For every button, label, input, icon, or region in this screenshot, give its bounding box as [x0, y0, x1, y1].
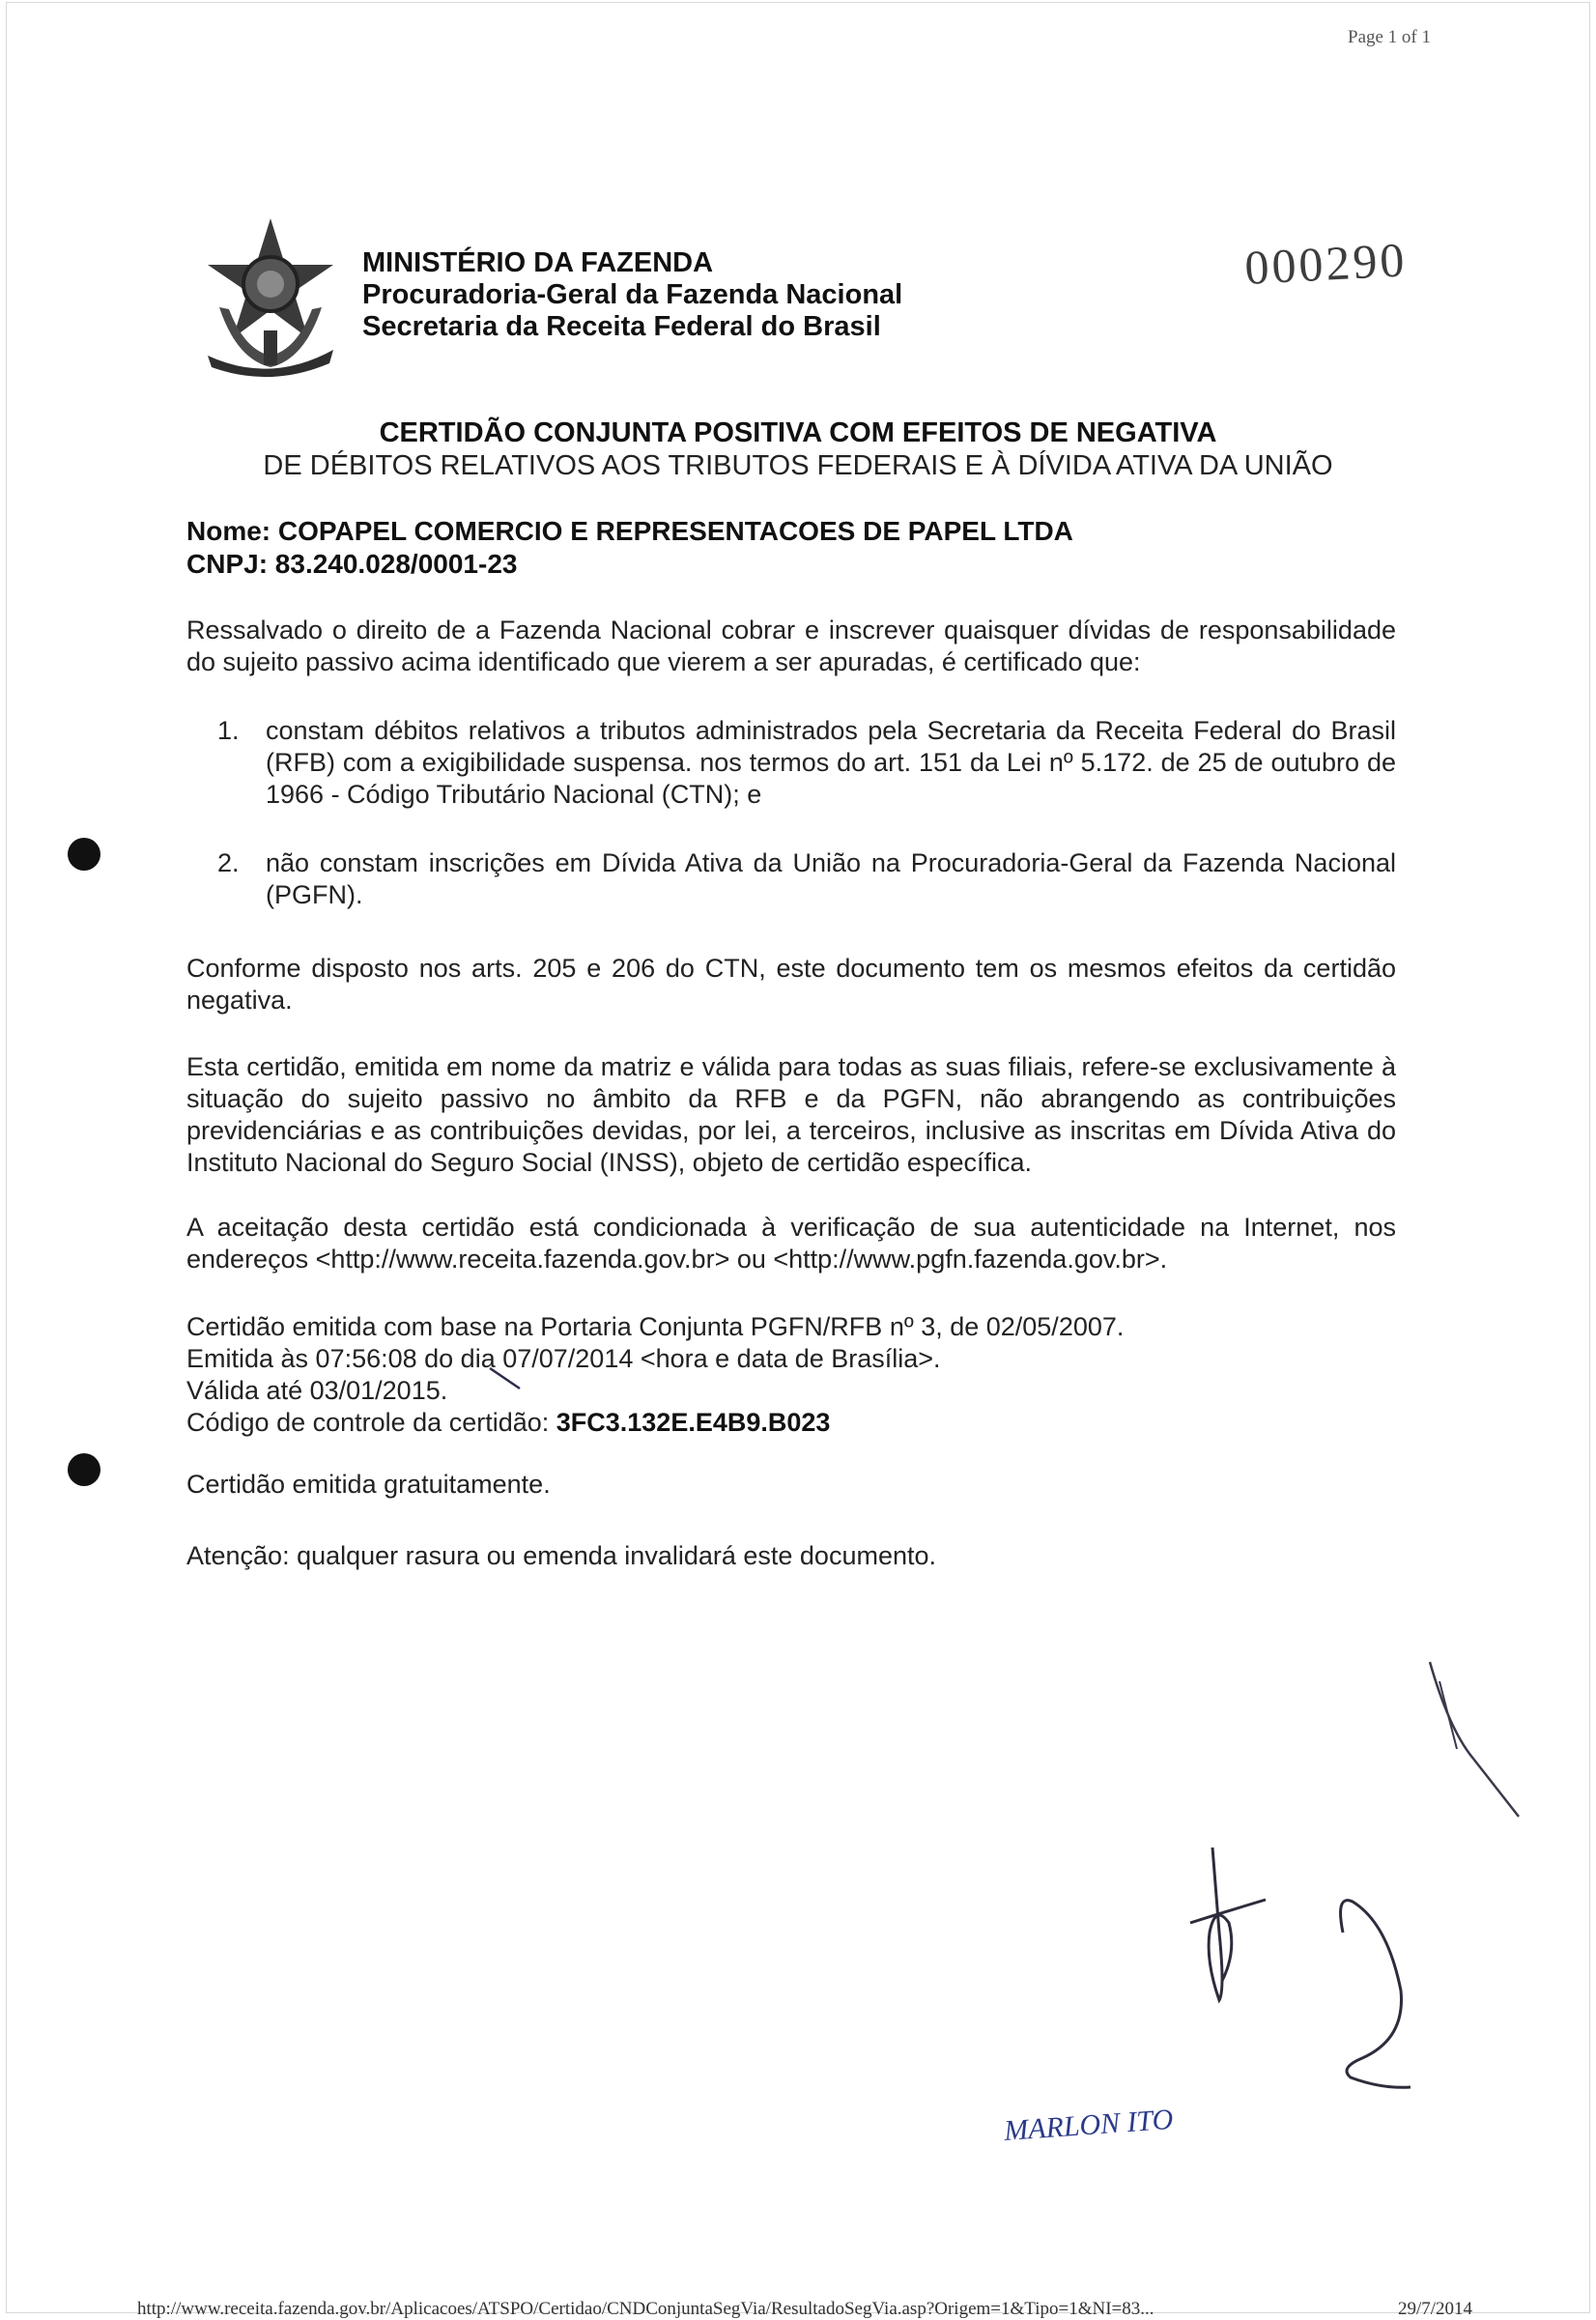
taxpayer-name: Nome: COPAPEL COMERCIO E REPRESENTACOES DE PAPEL LTDA — [186, 516, 1073, 546]
header-ministry: MINISTÉRIO DA FAZENDA — [362, 247, 714, 278]
item-text: constam débitos relativos a tributos administrados pela Secretaria da Receita Federal do Brasil (RFB) com a exigibilidade suspensa. nos termos do art. 151 da Lei nº 5.172. de 25 de outubro de 1966 - Código Tributário Nacional (CTN); e — [266, 716, 1396, 809]
certificate-title: CERTIDÃO CONJUNTA POSITIVA COM EFEITOS DE NEGATIVA — [379, 417, 1217, 448]
item-number: 2. — [217, 848, 240, 877]
certificate-subtitle: DE DÉBITOS RELATIVOS AOS TRIBUTOS FEDERAIS E À DÍVIDA ATIVA DA UNIÃO — [263, 450, 1333, 481]
authenticity-paragraph: A aceitação desta certidão está condicionada à verificação de sua autenticidade na Internet, nos endereços <http://www.receita.fazenda.gov.br> ou <http://www.pgfn.fazenda.gov.br>. — [186, 1213, 1396, 1274]
agency-header — [362, 247, 902, 343]
certification-item — [217, 847, 1396, 911]
scope-paragraph: Esta certidão, emitida em nome da matriz e válida para todas as suas filiais, refere-se exclusivamente à situação do sujeito passivo no âmbito da RFB e da PGFN, não abrangendo as contribuições previdenciárias e as contribuições devidas, por lei, a terceiros, inclusive as inscritas em Dívida Ativa do Instituto Nacional do Seguro Social (INSS), objeto de certidão específica. — [186, 1052, 1396, 1177]
issued-line: Emitida às 07:56:08 do dia 07/07/2014 <hora e data de Brasília>. — [186, 1344, 941, 1373]
warning-note: Atenção: qualquer rasura ou emenda invalidará este documento. — [186, 1541, 936, 1570]
binder-hole-bottom — [68, 1453, 100, 1486]
stamp-number: 000290 — [1243, 232, 1409, 296]
intro-paragraph: Ressalvado o direito de a Fazenda Nacional cobrar e inscrever quaisquer dívidas de responsabilidade do sujeito passivo acima identificado que vierem a ser apuradas, é certificado que: — [186, 616, 1396, 676]
issuance-details — [186, 1311, 1124, 1439]
footer-url: http://www.receita.fazenda.gov.br/Aplicacoes/ATSPO/Certidao/CNDConjuntaSegVia/ResultadoSegVia.asp?Origem=1&Tipo=1&NI=83... — [137, 2299, 1154, 2319]
item-number: 1. — [217, 716, 240, 745]
brazil-coat-of-arms-icon — [198, 215, 343, 379]
header-rfb: Secretaria da Receita Federal do Brasil — [362, 311, 881, 342]
handwritten-name: MARLON ITO — [1003, 2103, 1175, 2147]
header-pgfn: Procuradoria-Geral da Fazenda Nacional — [362, 279, 903, 310]
item-text: não constam inscrições em Dívida Ativa da União na Procuradoria-Geral da Fazenda Nacional (PGFN). — [266, 848, 1396, 909]
page-number: Page 1 of 1 — [1348, 27, 1432, 47]
certification-item — [217, 715, 1396, 811]
free-issuance-note: Certidão emitida gratuitamente. — [186, 1470, 551, 1499]
control-code-line — [186, 1407, 1124, 1439]
valid-until-line: Válida até 03/01/2015. — [186, 1376, 448, 1405]
control-code-label: Código de controle da certidão: — [186, 1408, 556, 1437]
taxpayer-cnpj: CNPJ: 83.240.028/0001-23 — [186, 549, 518, 579]
portaria-line: Certidão emitida com base na Portaria Conjunta PGFN/RFB nº 3, de 02/05/2007. — [186, 1312, 1125, 1341]
control-code-value: 3FC3.132E.E4B9.B023 — [556, 1408, 831, 1437]
taxpayer-identification — [186, 515, 1073, 581]
ctn-effects-paragraph: Conforme disposto nos arts. 205 e 206 do CTN, este documento tem os mesmos efeitos da certidão negativa. — [186, 954, 1396, 1015]
binder-hole-top — [68, 838, 100, 871]
footer-date: 29/7/2014 — [1398, 2299, 1473, 2319]
